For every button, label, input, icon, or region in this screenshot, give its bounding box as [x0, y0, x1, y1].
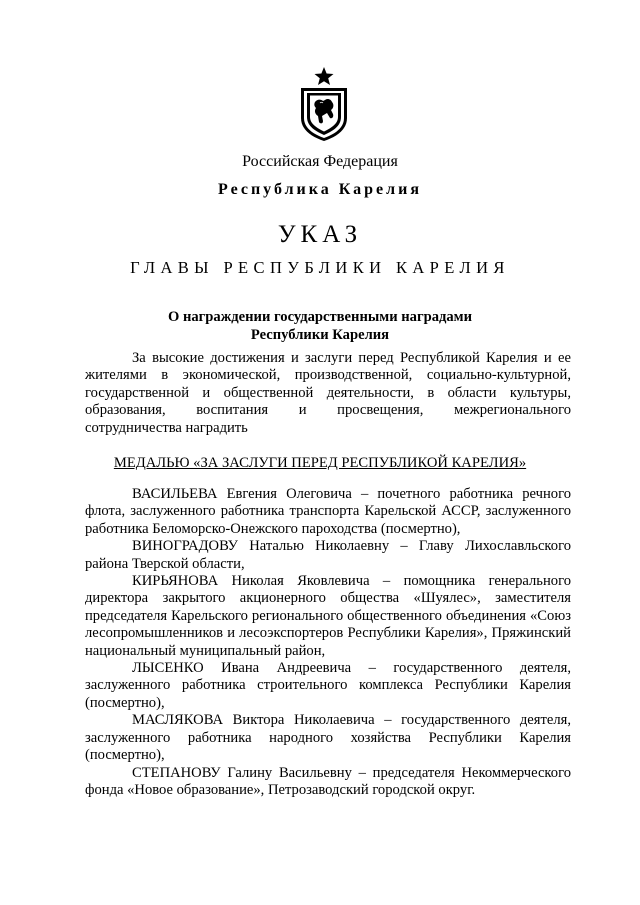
country-name: Российская Федерация	[242, 153, 398, 170]
awardee-entry: СТЕПАНОВУ Галину Васильевну – председателя Некоммерческого фонда «Новое образование», Петрозаводский городской округ.	[85, 764, 571, 798]
subject-line: Республики Карелия	[250, 326, 390, 343]
preamble-line: сотрудничества наградить	[85, 419, 248, 436]
preamble-line: государственной и общественной деятельности, в области культуры,	[85, 384, 571, 401]
awardees-list	[85, 486, 571, 799]
awardee-entry: КИРЬЯНОВА Николая Яковлевича – помощника генерального директора закрытого акционерного общества «Шуялес», заместителя председателя Карельского регионального общественного объединения «Союз лесопромышленников и лесоэкспортеров Республики Карелия», Пряжинский национальный муниципальный район,	[85, 573, 571, 659]
awardee-entry: ЛЫСЕНКО Ивана Андреевича – государственного деятеля, заслуженного работника строительного комплекса Республики Карелия (посмертно),	[85, 660, 571, 711]
decree-subject	[0, 309, 640, 344]
awardee-entry: ВИНОГРАДОВУ Наталью Николаевну – Главу Лихославльского района Тверской области,	[85, 538, 571, 572]
awardee-entry: ВАСИЛЬЕВА Евгения Олеговича – почетного работника речного флота, заслуженного работника транспорта Карельской АССР, заслуженного работника Беломорско-Онежского пароходства (посмертно),	[85, 486, 571, 537]
karelia-coat-of-arms-icon	[298, 66, 350, 142]
preamble-line: За высокие достижения и заслуги перед Республикой Карелия и ее	[132, 350, 571, 366]
preamble	[85, 350, 571, 437]
subject-line: О награждении государственными наградами	[167, 309, 473, 325]
awardee-entry: МАСЛЯКОВА Виктора Николаевича – государственного деятеля, заслуженного работника народного хозяйства Республики Карелия (посмертно),	[85, 712, 571, 764]
preamble-line: образования, воспитания и просвещения, межрегионального	[85, 402, 571, 419]
star-shape	[315, 67, 334, 85]
republic-name: Республика Карелия	[218, 181, 422, 198]
preamble-line: жителями в экономической, производственной, социально-культурной,	[85, 367, 571, 384]
document-type: УКАЗ	[277, 221, 363, 248]
medal-title: МЕДАЛЬЮ «ЗА ЗАСЛУГИ ПЕРЕД РЕСПУБЛИКОЙ КАРЕЛИЯ»	[113, 455, 527, 471]
document-issuer: ГЛАВЫ РЕСПУБЛИКИ КАРЕЛИЯ	[130, 258, 510, 277]
